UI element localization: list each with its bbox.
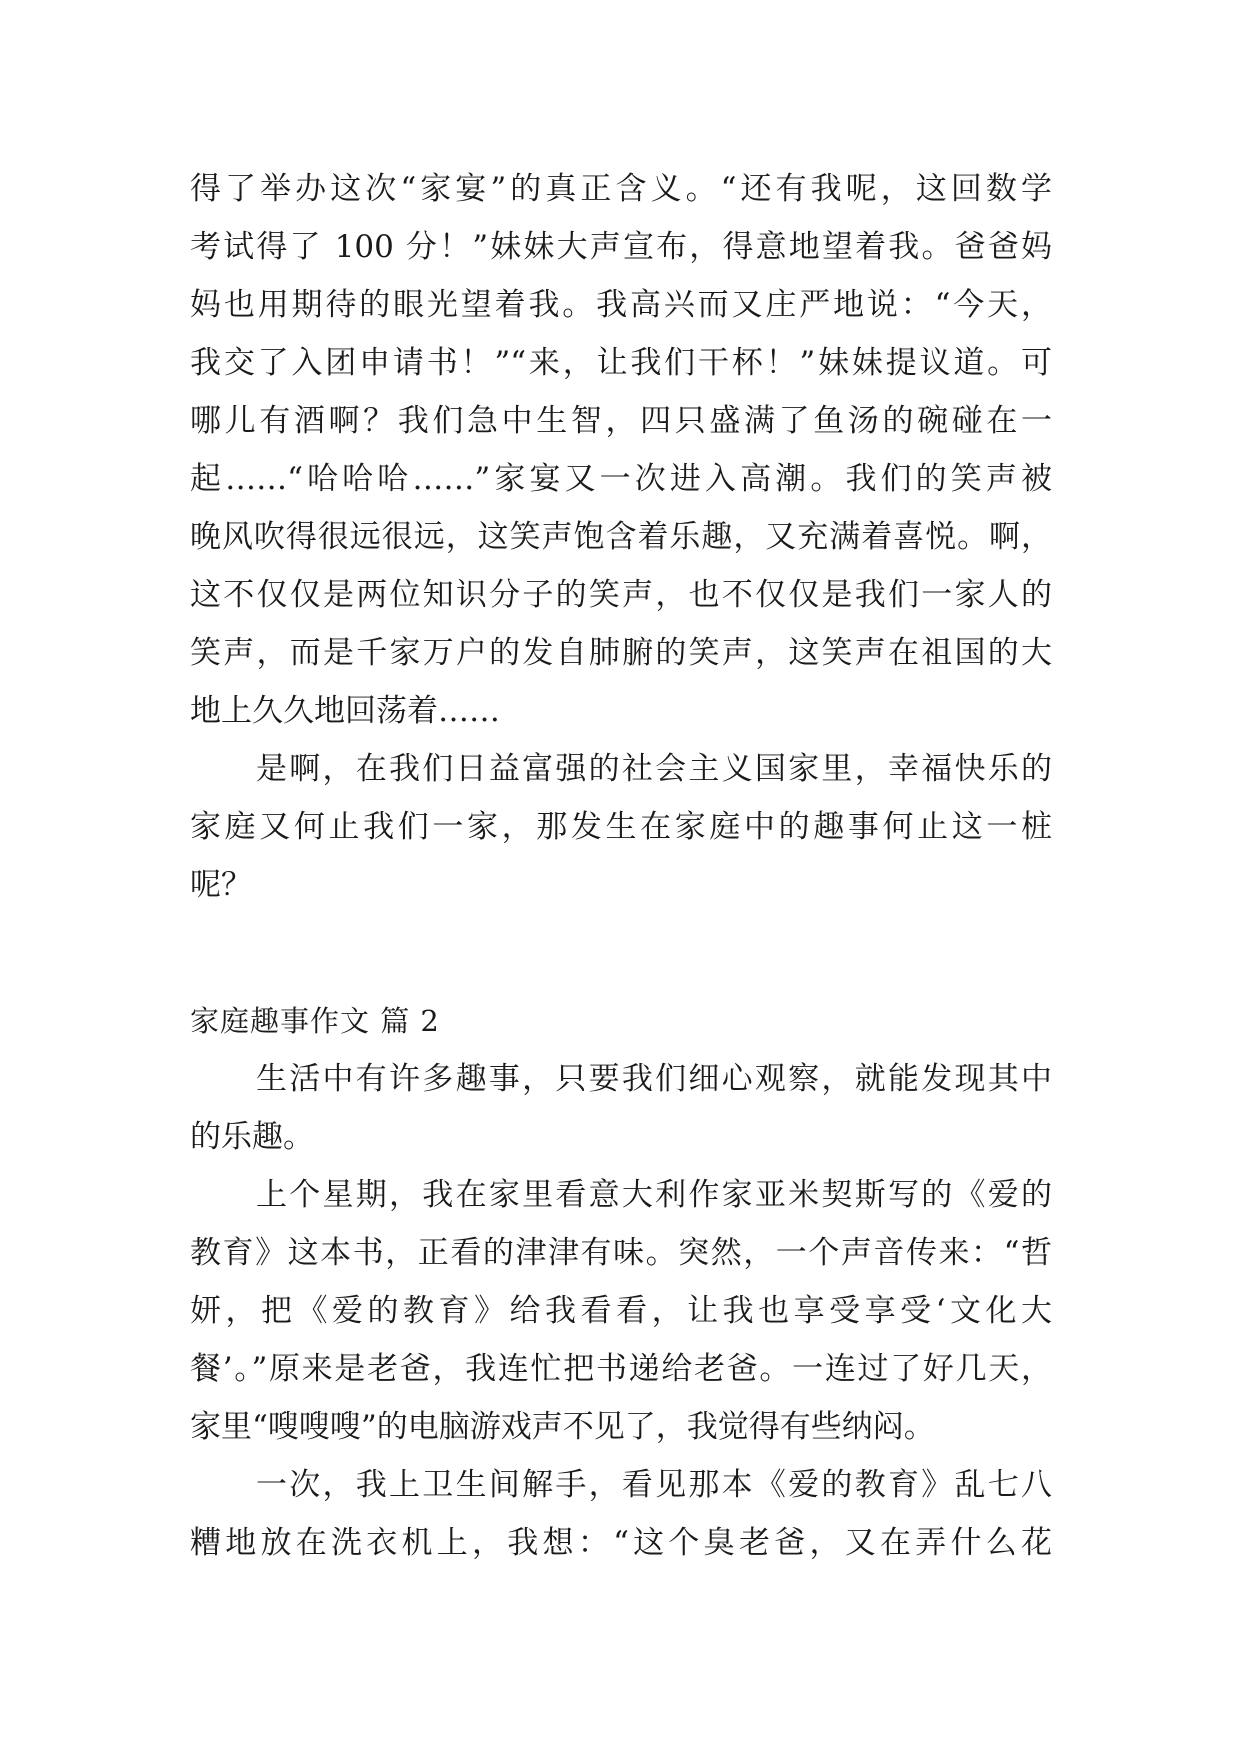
- text-line: 地上久久地回荡着……: [190, 693, 500, 729]
- paragraph-bathroom: [190, 1456, 1052, 1572]
- text-line: 呢？: [190, 867, 252, 903]
- text-line: 家庭又何止我们一家，那发生在家庭中的趣事何止这一桩: [190, 809, 1052, 845]
- document-page: [190, 160, 1052, 1572]
- paragraph-book: [190, 1166, 1052, 1456]
- text-line: 一次，我上卫生间解手，看见那本《爱的教育》乱七八: [256, 1467, 1052, 1503]
- text-line: 上个星期，我在家里看意大利作家亚米契斯写的《爱的: [256, 1177, 1052, 1213]
- paragraph-conclusion: [190, 740, 1052, 914]
- text-line: 妈也用期待的眼光望着我。我高兴而又庄严地说：“今天，: [190, 287, 1052, 323]
- text-line: 生活中有许多趣事，只要我们细心观察，就能发现其中: [256, 1061, 1052, 1097]
- text-line: 我交了入团申请书！”“来，让我们干杯！”妹妹提议道。可: [190, 345, 1052, 381]
- section-heading: 家庭趣事作文 篇 2: [190, 1004, 440, 1038]
- text-line: 的乐趣。: [190, 1119, 314, 1155]
- text-line: 起……“哈哈哈……”家宴又一次进入高潮。我们的笑声被: [190, 461, 1052, 497]
- text-line: 得了举办这次“家宴”的真正含义。“还有我呢，这回数学: [190, 171, 1052, 207]
- text-line: 晚风吹得很远很远，这笑声饱含着乐趣，又充满着喜悦。啊，: [190, 519, 1052, 555]
- text-line: 糟地放在洗衣机上，我想：“这个臭老爸，又在弄什么花: [190, 1525, 1052, 1561]
- text-line: 笑声，而是千家万户的发自肺腑的笑声，这笑声在祖国的大: [190, 635, 1052, 671]
- text-line: 哪儿有酒啊？我们急中生智，四只盛满了鱼汤的碗碰在一: [190, 403, 1052, 439]
- text-line: 是啊，在我们日益富强的社会主义国家里，幸福快乐的: [256, 751, 1052, 787]
- text-line: 教育》这本书，正看的津津有味。突然，一个声音传来：“哲: [190, 1235, 1052, 1271]
- paragraph-continued: [190, 160, 1052, 740]
- paragraph-intro: [190, 1050, 1052, 1166]
- text-line: 妍，把《爱的教育》给我看看，让我也享受享受‘文化大: [190, 1293, 1052, 1329]
- text-line: 这不仅仅是两位知识分子的笑声，也不仅仅是我们一家人的: [190, 577, 1052, 613]
- text-line: 家里“嗖嗖嗖”的电脑游戏声不见了，我觉得有些纳闷。: [190, 1409, 935, 1445]
- text-line: 考试得了 100 分！”妹妹大声宣布，得意地望着我。爸爸妈: [190, 229, 1052, 265]
- text-line: 餐’。”原来是老爸，我连忙把书递给老爸。一连过了好几天，: [190, 1351, 1052, 1387]
- section-spacer: [190, 914, 1052, 992]
